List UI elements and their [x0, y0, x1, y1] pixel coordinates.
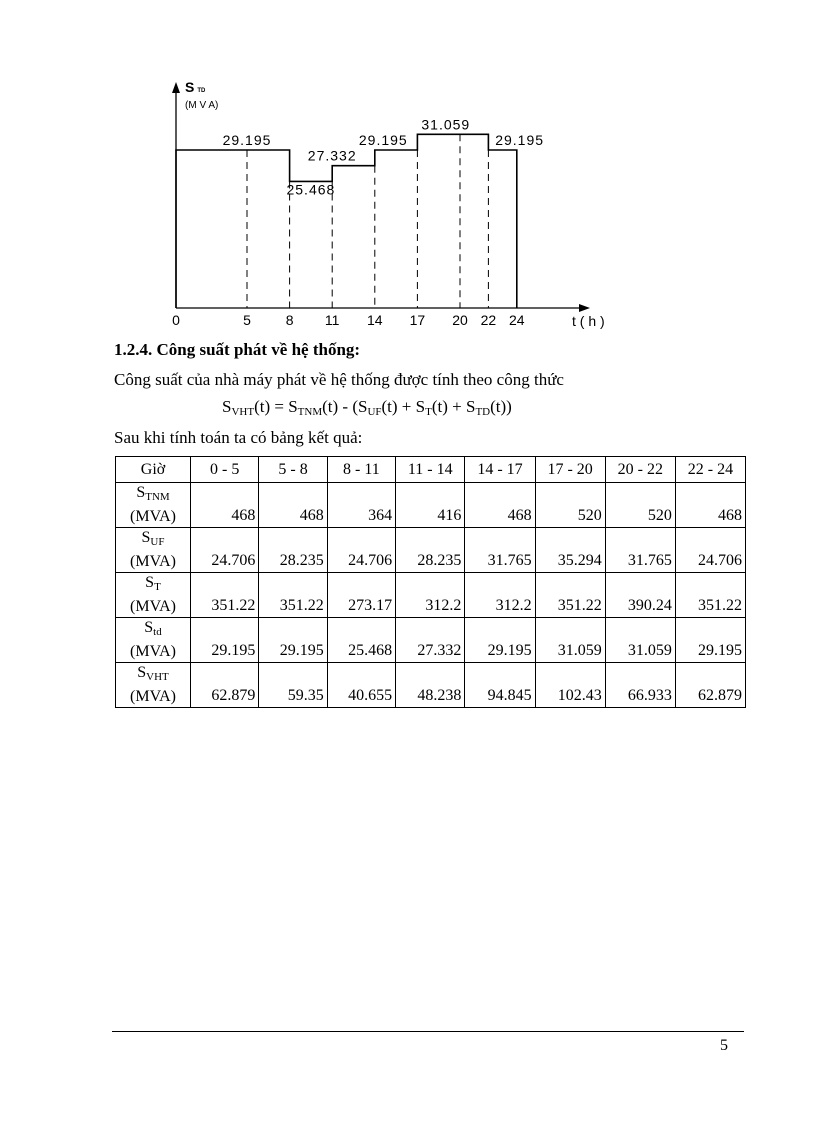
- table-cell: 468: [465, 483, 535, 528]
- table-row: [116, 618, 746, 663]
- row-header: $S_{VHT}$ (MVA): [116, 663, 191, 708]
- y-axis-unit: (M V A): [185, 100, 219, 111]
- table-cell: 28.235: [259, 528, 327, 573]
- table-cell: 31.765: [605, 528, 675, 573]
- x-axis-label: t ( h ): [572, 313, 605, 329]
- table-cell: 29.195: [465, 618, 535, 663]
- chart-guide-lines: [247, 134, 488, 308]
- table-cell: 48.238: [396, 663, 465, 708]
- x-axis-arrow: [579, 304, 590, 312]
- table-cell: 40.655: [327, 663, 395, 708]
- section-heading: 1.2.4. Công suất phát về hệ thống:: [114, 340, 361, 359]
- table-row: [116, 528, 746, 573]
- x-tick-label: 14: [367, 312, 383, 328]
- table-cell: 351.22: [535, 573, 605, 618]
- x-tick-label: 24: [509, 312, 525, 328]
- value-label: 25.468: [286, 181, 336, 198]
- result-table: [115, 456, 746, 708]
- table-cell: 59.35: [259, 663, 327, 708]
- table-cell: 390.24: [605, 573, 675, 618]
- footer-divider: [112, 1031, 744, 1032]
- table-cell: 416: [396, 483, 465, 528]
- table-cell: 29.195: [259, 618, 327, 663]
- intro-text: Công suất của nhà máy phát về hệ thống được tính theo công thức: [114, 370, 564, 389]
- value-label: 31.059: [421, 116, 471, 133]
- table-cell: 351.22: [191, 573, 259, 618]
- table-cell: 31.059: [605, 618, 675, 663]
- column-header: 22 - 24: [675, 457, 745, 483]
- column-header: 8 - 11: [327, 457, 395, 483]
- after-text: Sau khi tính toán ta có bảng kết quả:: [114, 428, 363, 447]
- column-header: 5 - 8: [259, 457, 327, 483]
- table-cell: 520: [605, 483, 675, 528]
- table-cell: 312.2: [465, 573, 535, 618]
- row-header: $S_{TNM}$ (MVA): [116, 483, 191, 528]
- table-cell: 94.845: [465, 663, 535, 708]
- value-label: 29.195: [222, 132, 272, 148]
- x-tick-label: 17: [409, 312, 426, 328]
- value-label: 27.332: [307, 147, 357, 164]
- table-cell: 351.22: [675, 573, 745, 618]
- table-cell: 273.17: [327, 573, 395, 618]
- table-cell: 24.706: [191, 528, 259, 573]
- y-axis-arrow: [172, 82, 180, 93]
- table-cell: 27.332: [396, 618, 465, 663]
- row-header: $S_{td}$ (MVA): [116, 618, 191, 663]
- table-cell: 24.706: [327, 528, 395, 573]
- x-tick-labels: [172, 312, 525, 328]
- table-cell: 312.2: [396, 573, 465, 618]
- column-header: 11 - 14: [396, 457, 465, 483]
- table-cell: 28.235: [396, 528, 465, 573]
- table-cell: 35.294: [535, 528, 605, 573]
- x-tick-label: 20: [452, 312, 468, 328]
- table-header-row: [116, 457, 746, 483]
- formula: $S_{VHT}(t) = S_{TNM}(t) - (S_{UF}(t) + S_T(t) + S_{TD}(t))$: [222, 397, 512, 418]
- x-tick-label: 22: [480, 312, 497, 328]
- y-axis-label: STD: [185, 79, 206, 95]
- table-row: [116, 663, 746, 708]
- value-labels: [223, 116, 544, 197]
- row-header: $S_T$ (MVA): [116, 573, 191, 618]
- value-label: 29.195: [495, 132, 545, 148]
- x-tick-label: 0: [172, 312, 180, 328]
- table-cell: 351.22: [259, 573, 327, 618]
- table-cell: 468: [675, 483, 745, 528]
- table-cell: 31.059: [535, 618, 605, 663]
- x-tick-label: 11: [324, 312, 340, 328]
- table-cell: 31.765: [465, 528, 535, 573]
- x-tick-label: 8: [285, 312, 294, 328]
- table-cell: 29.195: [191, 618, 259, 663]
- table-cell: 102.43: [535, 663, 605, 708]
- table-cell: 29.195: [675, 618, 745, 663]
- x-tick-label: 5: [243, 312, 251, 328]
- value-label: 29.195: [358, 132, 408, 148]
- table-cell: 468: [191, 483, 259, 528]
- table-cell: 62.879: [675, 663, 745, 708]
- page-number: 5: [720, 1037, 728, 1054]
- table-cell: 25.468: [327, 618, 395, 663]
- table-cell: 364: [327, 483, 395, 528]
- column-header: 0 - 5: [191, 457, 259, 483]
- table-cell: 62.879: [191, 663, 259, 708]
- table-row: [116, 483, 746, 528]
- column-header: 17 - 20: [535, 457, 605, 483]
- table-cell: 520: [535, 483, 605, 528]
- table-cell: 66.933: [605, 663, 675, 708]
- chart-axes: [172, 79, 605, 329]
- table-corner-cell: Giờ: [116, 457, 191, 483]
- row-header: $S_{UF}$ (MVA): [116, 528, 191, 573]
- load-step-chart: [160, 78, 620, 338]
- table-cell: 468: [259, 483, 327, 528]
- column-header: 20 - 22: [605, 457, 675, 483]
- table-cell: 24.706: [675, 528, 745, 573]
- table-row: [116, 573, 746, 618]
- column-header: 14 - 17: [465, 457, 535, 483]
